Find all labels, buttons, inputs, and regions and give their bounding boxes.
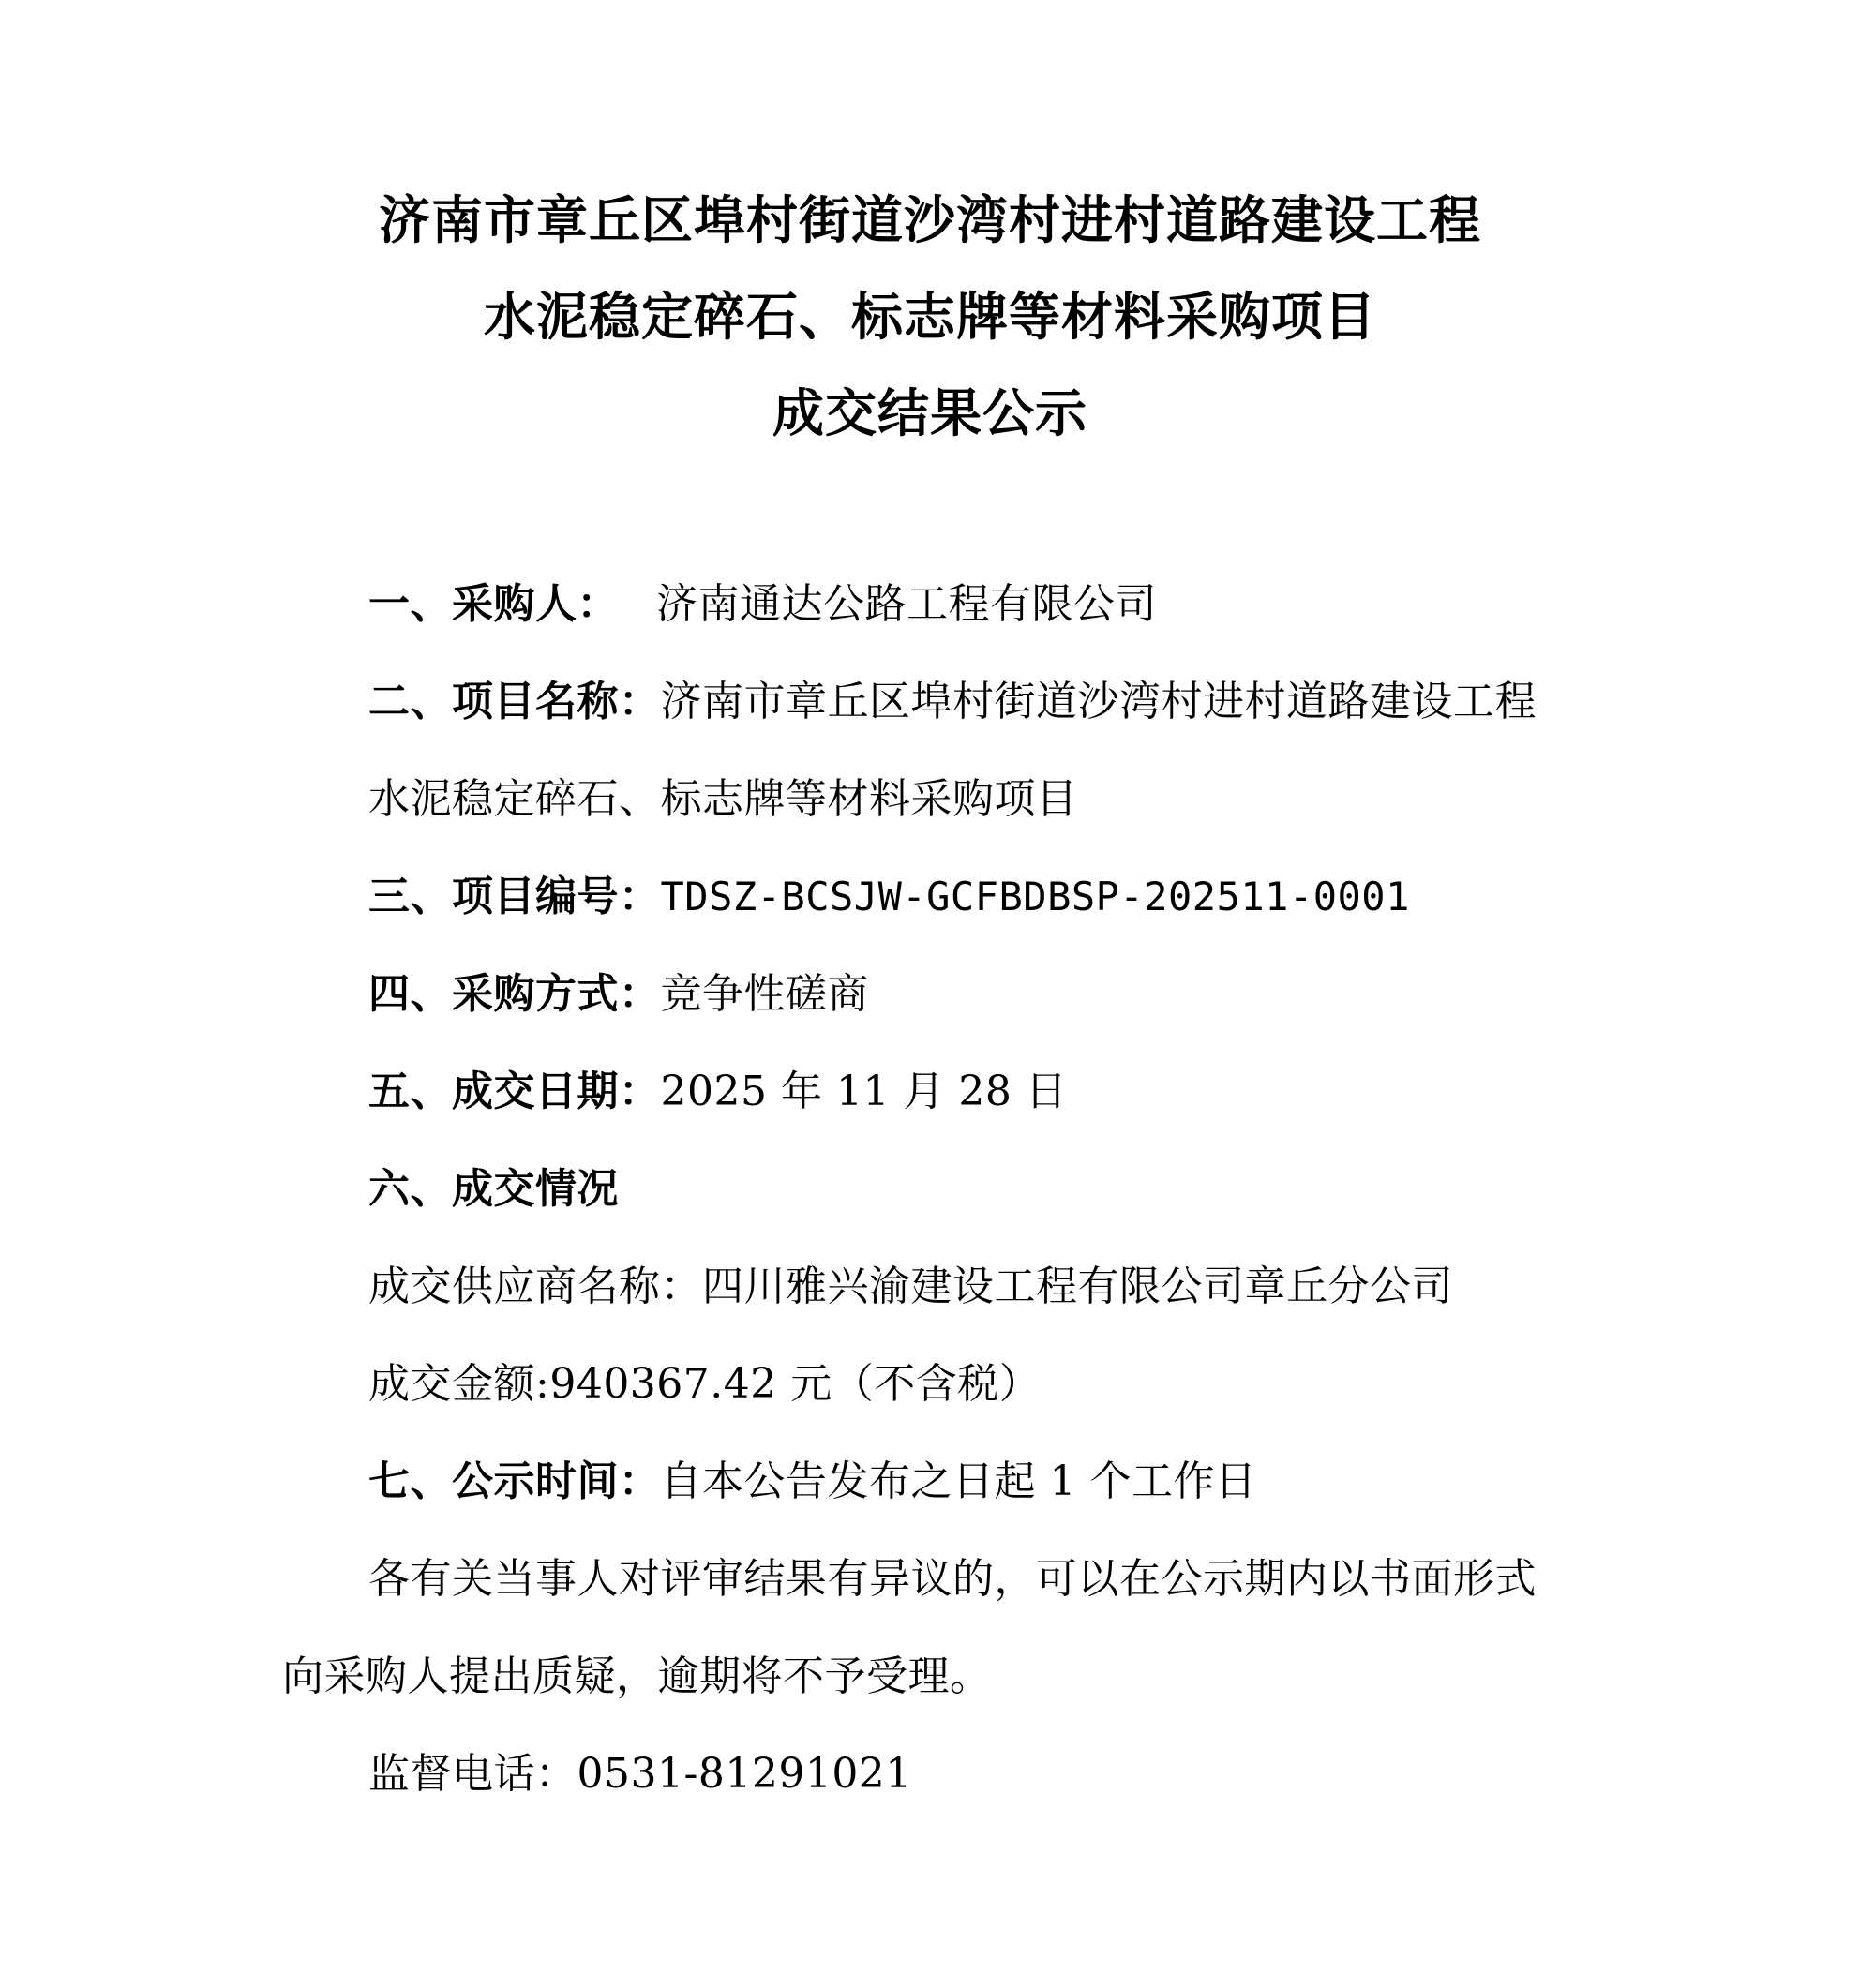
project-name-row: [368, 678, 1537, 725]
supplier-label: 成交供应商名称：: [368, 1263, 702, 1310]
title-line-2: 水泥稳定碎石、标志牌等材料采购项目: [483, 286, 1376, 347]
amount-row: [368, 1360, 1042, 1408]
project-name-value-line1: 济南市章丘区埠村街道沙湾村进村道路建设工程: [660, 678, 1537, 725]
supplier-row: [368, 1263, 1453, 1310]
supervision-row: [368, 1750, 912, 1798]
title-line-3: 成交结果公示: [772, 382, 1088, 443]
purchaser-label: 一、采购人：: [368, 580, 619, 628]
purchaser-row: [368, 580, 1157, 628]
supervision-phone: 0531-81291021: [577, 1750, 912, 1798]
project-number-value: TDSZ-BCSJW-GCFBDBSP-202511-0001: [660, 874, 1410, 919]
objection-line-2: 向采购人提出质疑，逾期将不予受理。: [282, 1652, 992, 1700]
project-name-value-line2: 水泥稳定碎石、标志牌等材料采购项目: [368, 775, 1078, 823]
supplier-value: 四川雅兴渝建设工程有限公司章丘分公司: [702, 1263, 1453, 1310]
title-line-1: 济南市章丘区埠村街道沙湾村进村道路建设工程: [378, 189, 1481, 250]
supervision-label: 监督电话：: [368, 1750, 578, 1798]
deal-date-row: [368, 1068, 1068, 1115]
project-number-label: 三、项目编号：: [368, 873, 661, 920]
project-name-label: 二、项目名称：: [368, 678, 661, 725]
announcement-period-row: [368, 1457, 1257, 1505]
purchaser-value: 济南通达公路工程有限公司: [656, 580, 1157, 628]
project-number-row: [368, 873, 1410, 920]
announcement-period-label: 七、公示时间：: [368, 1457, 661, 1505]
procurement-method-value: 竞争性磋商: [660, 970, 869, 1018]
announcement-period-value: 自本公告发布之日起 1 个工作日: [660, 1457, 1257, 1505]
amount-value: 940367.42 元（不含税）: [549, 1360, 1042, 1408]
procurement-method-label: 四、采购方式：: [368, 970, 661, 1018]
procurement-method-row: [368, 970, 869, 1018]
amount-label: 成交金额:: [368, 1360, 550, 1408]
objection-line-1: 各有关当事人对评审结果有异议的，可以在公示期内以书面形式: [368, 1555, 1537, 1603]
deal-date-label: 五、成交日期：: [368, 1068, 661, 1115]
deal-date-value: 2025 年 11 月 28 日: [660, 1068, 1068, 1115]
deal-situation-heading: 六、成交情况: [368, 1165, 619, 1213]
